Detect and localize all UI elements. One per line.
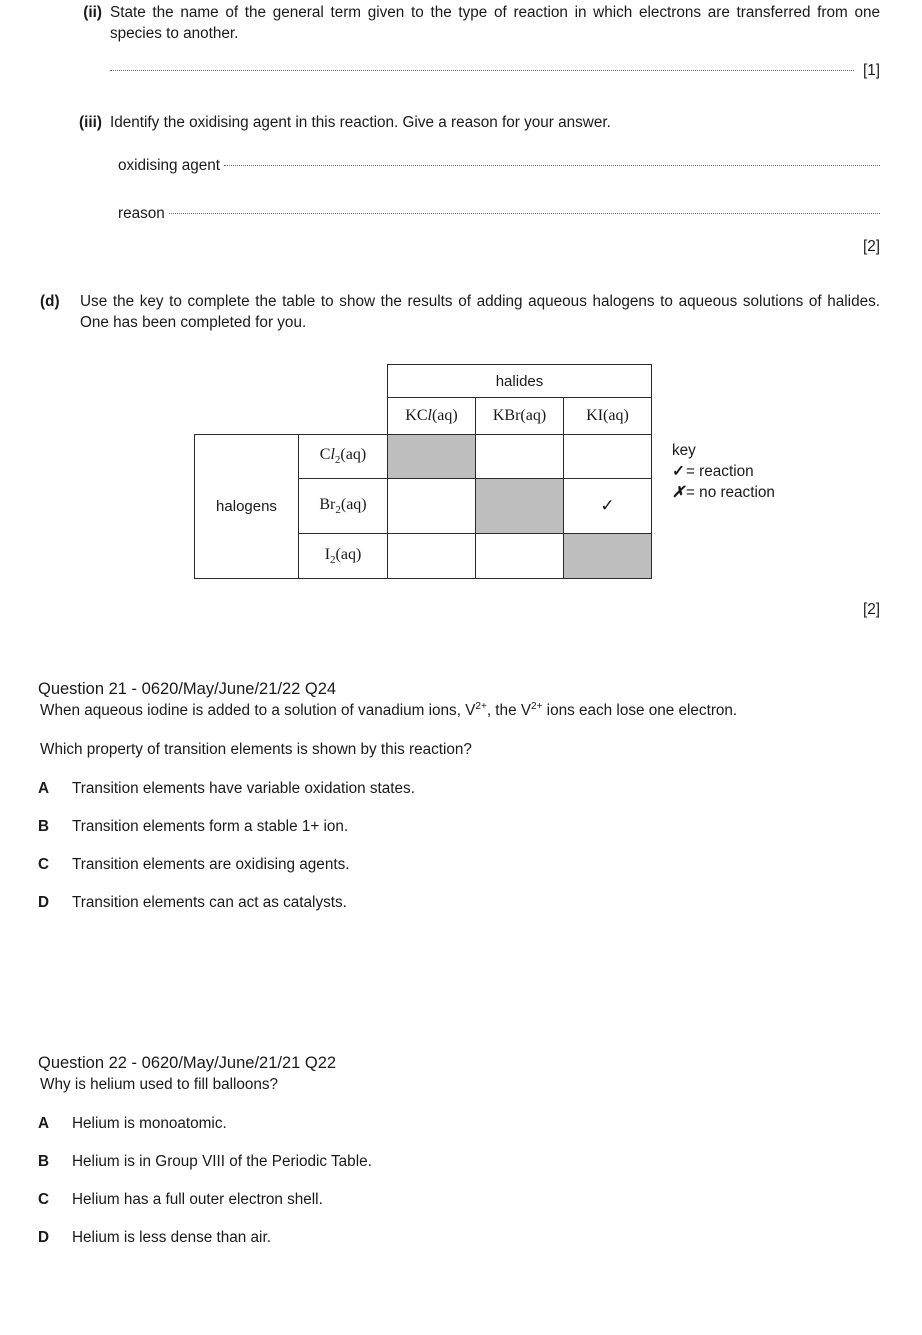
option-letter: B [38, 1153, 50, 1170]
option-text: Transition elements can act as catalysts. [72, 894, 347, 911]
question-part-ii [48, 2, 880, 44]
stem-text-3: ions each lose one electron. [542, 702, 738, 719]
cell-i2-ki[interactable] [564, 534, 652, 579]
spacer [38, 1172, 880, 1189]
dotted-answer-line[interactable] [169, 212, 880, 214]
cell-br2-kbr[interactable] [476, 479, 564, 534]
halogens-header-cell: halogens [195, 435, 299, 579]
option-letter: D [38, 1229, 50, 1246]
halogen-halide-results-table [194, 364, 652, 579]
option-letter: D [38, 894, 50, 911]
superscript-charge: 2+ [531, 700, 543, 712]
spacer [38, 837, 880, 854]
cell-cl2-ki[interactable] [564, 435, 652, 479]
part-ii-label: (ii) [83, 4, 102, 21]
part-ii-text: State the name of the general term given to the type of reaction in which electrons are transferred from one species to another. [110, 4, 880, 42]
option-row-a[interactable] [38, 1113, 880, 1134]
option-text: Helium is less dense than air. [72, 1229, 271, 1246]
cell-br2-ki[interactable] [564, 479, 652, 534]
option-row-c[interactable] [38, 1189, 880, 1210]
option-text: Transition elements are oxidising agents. [72, 856, 350, 873]
spacer [38, 799, 880, 816]
row-header-i2: $I_2(aq)$ [299, 534, 388, 579]
question-21-prompt: Which property of transition elements is shown by this reaction? [40, 741, 472, 758]
part-d-label: (d) [40, 293, 60, 310]
superscript-charge: 2+ [475, 700, 487, 712]
option-row-c[interactable] [38, 854, 880, 875]
option-text: Helium is monoatomic. [72, 1115, 227, 1132]
option-row-d[interactable] [38, 892, 880, 913]
part-iii-mark: [2] [862, 238, 880, 255]
table-row-cl2 [195, 435, 652, 479]
question-21-heading: Question 21 - 0620/May/June/21/22 Q24 [38, 680, 337, 698]
option-row-d[interactable] [38, 1227, 880, 1248]
key-title: key [672, 442, 696, 459]
option-letter: B [38, 818, 50, 835]
cell-i2-kcl[interactable] [388, 534, 476, 579]
check-icon: ✓ [672, 463, 685, 480]
empty-corner-cell [195, 365, 299, 398]
stem-text-1: When aqueous iodine is added to a solution of vanadium ions, V [40, 702, 476, 719]
check-icon: ✓ [600, 496, 615, 515]
dotted-answer-line[interactable] [110, 69, 854, 71]
reason-answer-line[interactable] [118, 203, 880, 224]
option-text: Helium has a full outer electron shell. [72, 1191, 323, 1208]
part-d-mark: [2] [862, 601, 880, 618]
part-ii-mark: [1] [862, 62, 880, 79]
spacer [38, 1134, 880, 1151]
cell-i2-kbr[interactable] [476, 534, 564, 579]
stem-text-2: , the V [486, 702, 532, 719]
halides-header-cell: halides [388, 365, 652, 398]
question-22-heading: Question 22 - 0620/May/June/21/21 Q22 [38, 1054, 337, 1072]
empty-corner-cell [299, 365, 388, 398]
row-header-br2: $Br_2(aq)$ [299, 479, 388, 534]
spacer [38, 1210, 880, 1227]
option-row-b[interactable] [38, 816, 880, 837]
table-row-halides-header [195, 365, 652, 398]
option-letter: A [38, 780, 50, 797]
question-part-iii [48, 112, 880, 133]
table-row-column-headers [195, 398, 652, 435]
dotted-answer-line[interactable] [224, 164, 880, 166]
cell-br2-kcl[interactable] [388, 479, 476, 534]
question-21-stem [38, 700, 880, 721]
option-letter: C [38, 1191, 50, 1208]
option-letter: A [38, 1115, 50, 1132]
part-ii-answer-line[interactable] [110, 60, 880, 81]
key-no-reaction-label: = no reaction [686, 484, 775, 501]
question-22-block [38, 1052, 880, 1248]
column-header-kbr: KBr(aq) [476, 398, 564, 435]
empty-corner-cell [195, 398, 299, 435]
results-grid [194, 364, 652, 579]
column-header-kcl: KCl(aq) [388, 398, 476, 435]
spacer [38, 1095, 880, 1113]
part-iii-text: Identify the oxidising agent in this reaction. Give a reason for your answer. [110, 114, 611, 131]
question-part-d [40, 291, 880, 333]
part-iii-label: (iii) [79, 114, 102, 131]
spacer [38, 875, 880, 892]
spacer [38, 721, 880, 739]
table-key-legend [672, 440, 775, 503]
option-text: Helium is in Group VIII of the Periodic Table. [72, 1153, 372, 1170]
column-header-ki: KI(aq) [564, 398, 652, 435]
option-letter: C [38, 856, 50, 873]
option-text: Transition elements form a stable 1+ ion. [72, 818, 349, 835]
part-d-text: Use the key to complete the table to show the results of adding aqueous halogens to aqueous solutions of halides. One has been completed for you. [80, 293, 880, 331]
cross-icon: ✗ [672, 484, 685, 501]
question-21-block [38, 678, 880, 913]
empty-corner-cell [299, 398, 388, 435]
spacer [38, 760, 880, 778]
question-22-prompt: Why is helium used to fill balloons? [40, 1076, 279, 1093]
oxidising-agent-answer-line[interactable] [118, 155, 880, 176]
cell-cl2-kcl[interactable] [388, 435, 476, 479]
option-row-b[interactable] [38, 1151, 880, 1172]
key-reaction-line [672, 461, 775, 482]
key-reaction-label: = reaction [686, 463, 754, 480]
cell-cl2-kbr[interactable] [476, 435, 564, 479]
key-no-reaction-line [672, 482, 775, 503]
option-text: Transition elements have variable oxidation states. [72, 780, 415, 797]
option-row-a[interactable] [38, 778, 880, 799]
oxidising-agent-label: oxidising agent [118, 157, 221, 174]
reason-label: reason [118, 205, 165, 222]
row-header-cl2: $Cl_2(aq)$ [299, 435, 388, 479]
